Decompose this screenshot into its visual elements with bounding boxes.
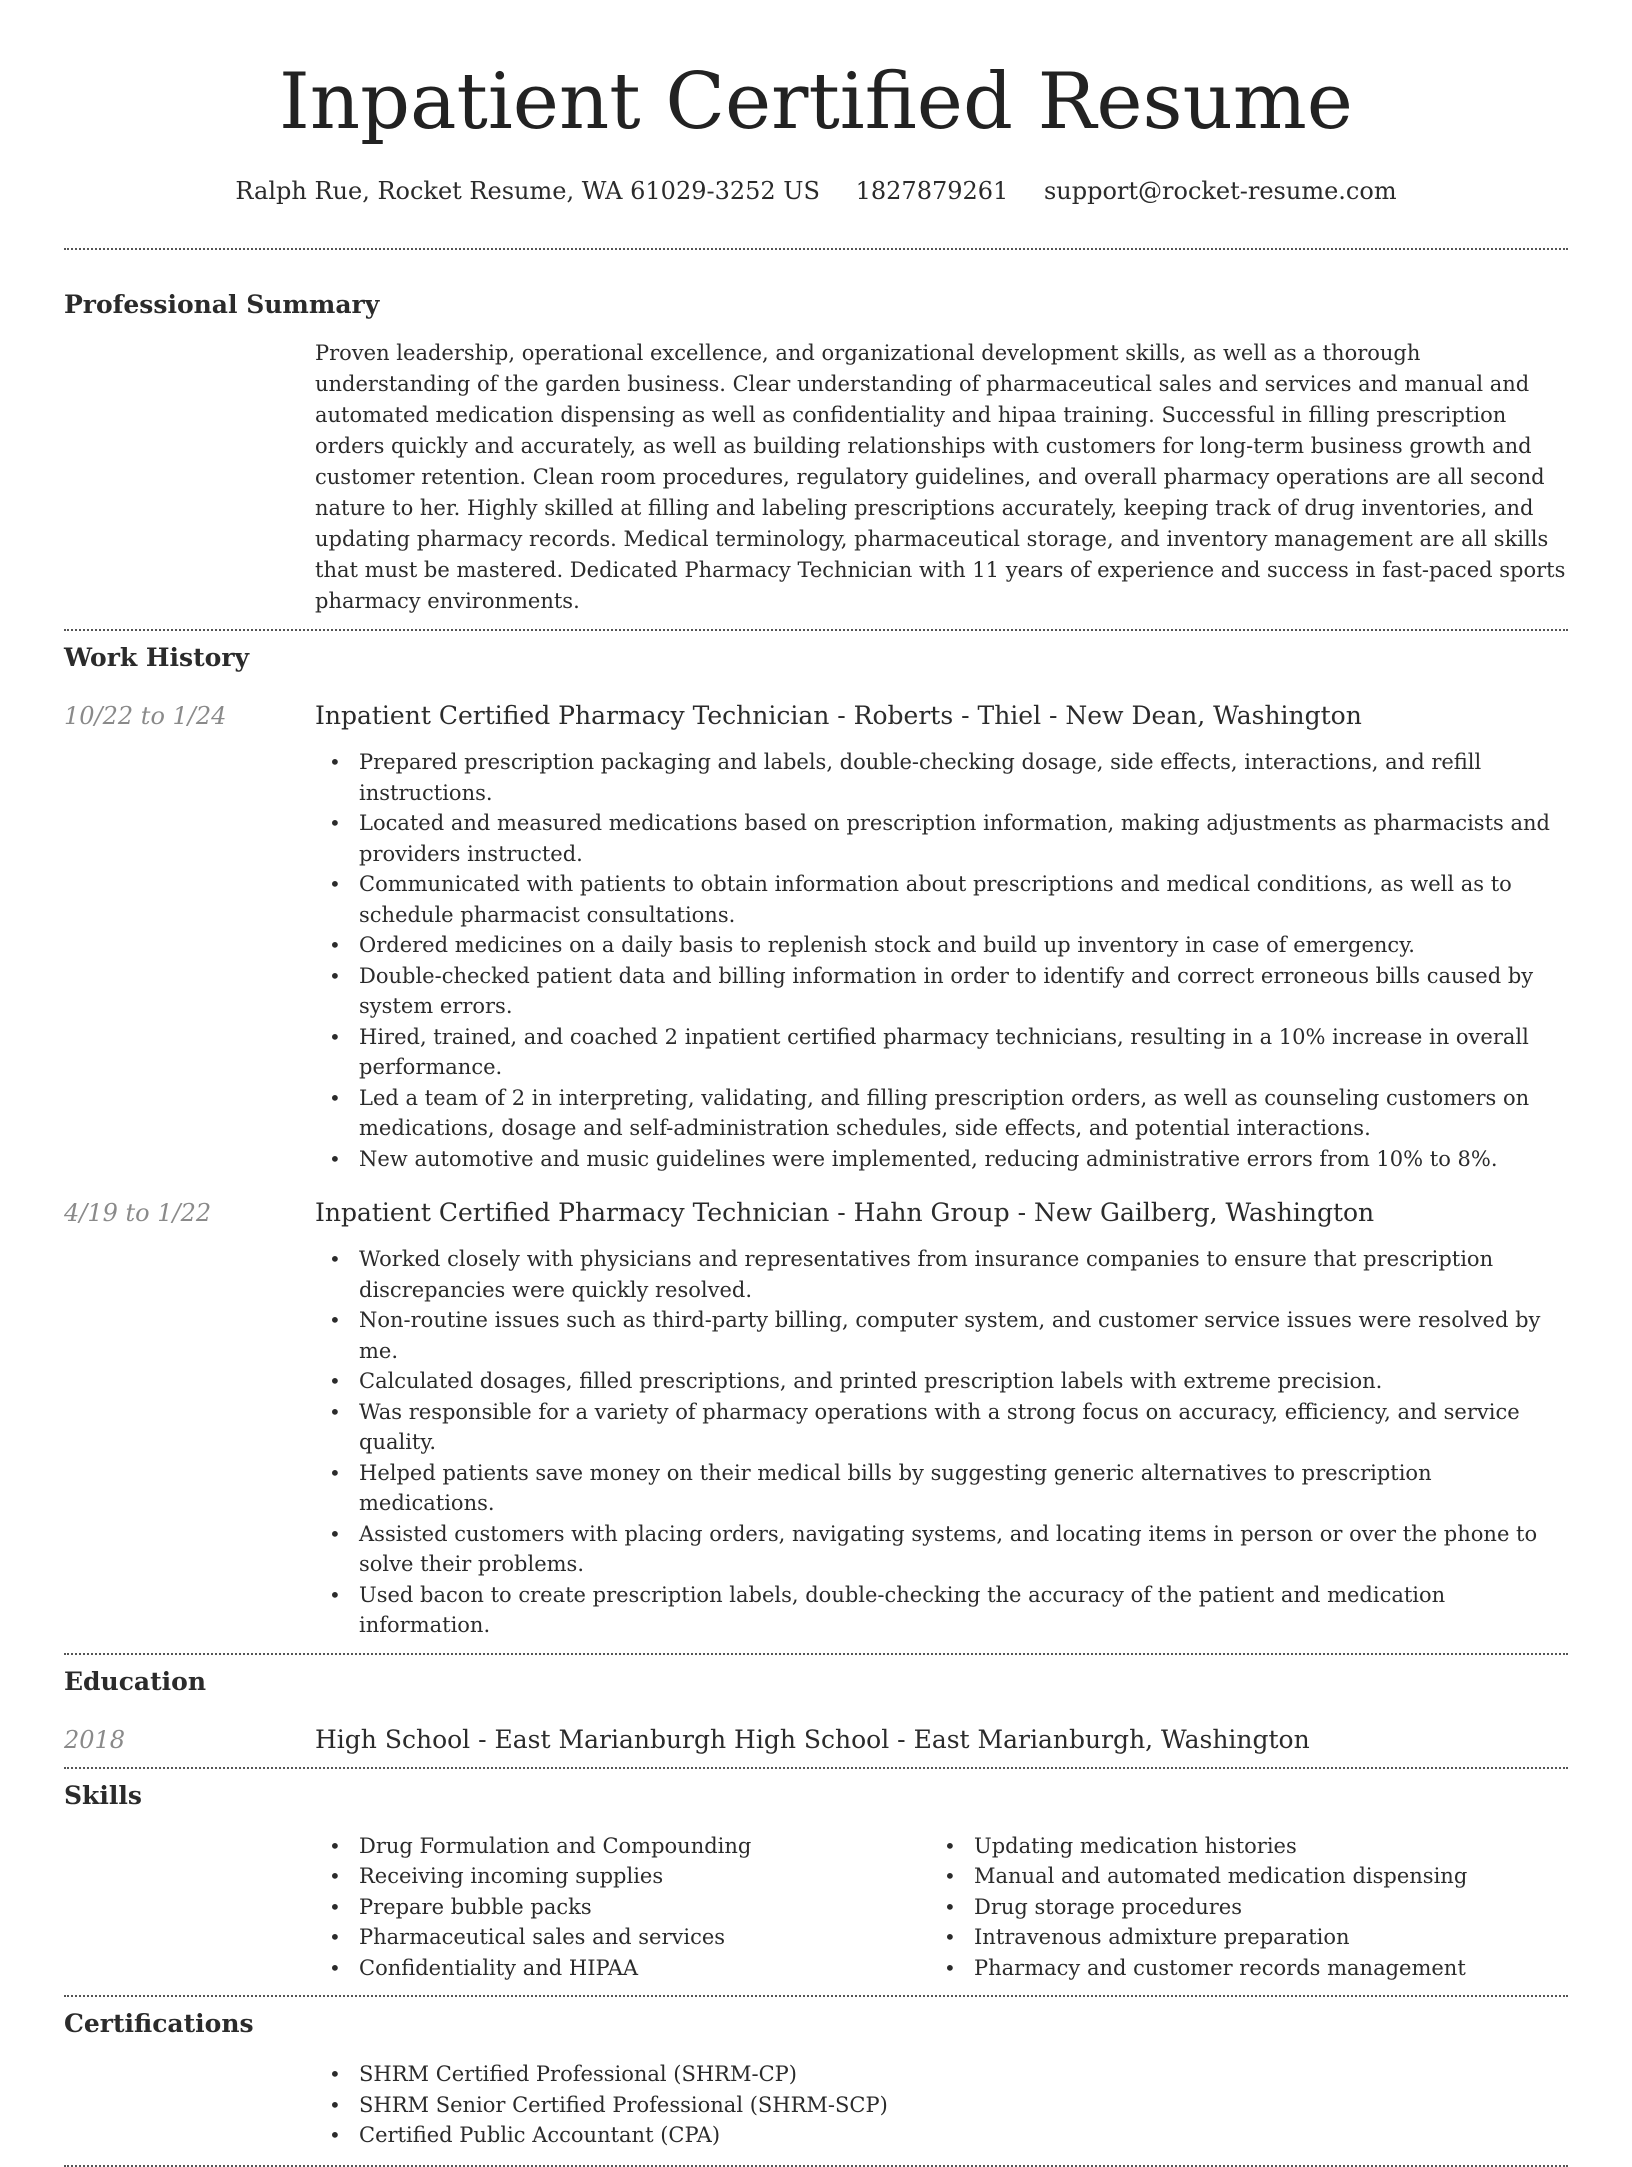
education-section — [64, 1665, 1568, 1757]
list-item: • Was responsible for a variety of pharmacy operations with a strong focus on accuracy, efficiency, and service quality. — [315, 1397, 1568, 1458]
list-item: • Double-checked patient data and billing information in order to identify and correct erroneous bills caused by system errors. — [315, 961, 1568, 1022]
contact-address: Ralph Rue, Rocket Resume, WA 61029-3252 US — [235, 177, 820, 205]
contact-phone: 1827879261 — [855, 177, 1009, 205]
certification-item: • Certified Public Accountant (CPA) — [315, 2120, 1568, 2151]
resume-title: Inpatient Certified Resume — [279, 57, 1353, 147]
job-date: 10/22 to 1/24 — [64, 702, 227, 730]
list-item: • Calculated dosages, filled prescriptions, and printed prescription labels with extreme precision. — [315, 1366, 1568, 1397]
list-item: • Led a team of 2 in interpreting, validating, and filling prescription orders, as well as counseling customers on medications, dosage and self-administration schedules, side effects, and potential interactions. — [315, 1083, 1568, 1144]
job-date: 4/19 to 1/22 — [64, 1199, 212, 1227]
section-heading-work: Work History — [64, 643, 250, 672]
list-item: • Hired, trained, and coached 2 inpatient certified pharmacy technicians, resulting in a 10% increase in overall performance. — [315, 1022, 1568, 1083]
skill-item: • Updating medication histories — [930, 1831, 1545, 1862]
list-item: • Assisted customers with placing orders, navigating systems, and locating items in person or over the phone to solve their problems. — [315, 1519, 1568, 1580]
divider — [64, 2165, 1568, 2167]
list-item: • Located and measured medications based on prescription information, making adjustments as pharmacists and providers instructed. — [315, 808, 1568, 869]
list-item: • Worked closely with physicians and representatives from insurance companies to ensure that prescription discrepancies were quickly resolved. — [315, 1244, 1568, 1305]
education-title: High School - East Marianburgh High School - East Marianburgh, Washington — [315, 1724, 1310, 1754]
section-heading-education: Education — [64, 1666, 207, 1696]
divider — [64, 248, 1568, 250]
skill-item: • Pharmaceutical sales and services — [315, 1922, 930, 1953]
section-heading-summary: Professional Summary — [64, 290, 380, 319]
skills-column-1 — [315, 1831, 930, 1984]
list-item: • Used bacon to create prescription labels, double-checking the accuracy of the patient and medication information. — [315, 1580, 1568, 1641]
certifications-section — [64, 2007, 1568, 2151]
certification-item: • SHRM Certified Professional (SHRM-CP) — [315, 2059, 1568, 2090]
skill-item: • Receiving incoming supplies — [315, 1861, 930, 1892]
skill-item: • Intravenous admixture preparation — [930, 1922, 1545, 1953]
divider — [64, 629, 1568, 631]
skill-item: • Pharmacy and customer records management — [930, 1953, 1545, 1984]
list-item: • Non-routine issues such as third-party billing, computer system, and customer service issues were resolved by me. — [315, 1305, 1568, 1366]
job-title: Inpatient Certified Pharmacy Technician - Roberts - Thiel - New Dean, Washington — [315, 701, 1362, 730]
contact-line — [64, 174, 1568, 208]
summary-text: Proven leadership, operational excellence, and organizational development skills, as well as a thorough understanding of the garden business. Clear understanding of pharmaceutical sales and services and manual and automated medication dispensing as well as confidentiality and hipaa training. Successful in filling prescription orders quickly and accurately, as well as building relationships with customers for long-term business growth and customer retention. Clean room procedures, regulatory guidelines, and overall pharmacy operations are all second nature to her. Highly skilled at filling and labeling prescriptions accurately, keeping track of drug inventories, and updating pharmacy records. Medical terminology, pharmaceutical storage, and inventory management are all skills that must be mastered. Dedicated Pharmacy Technician with 11 years of experience and success in fast-paced sports pharmacy environments. — [315, 341, 1566, 613]
job-bullets — [315, 1244, 1568, 1641]
job-entry — [64, 699, 1568, 1174]
section-heading-certifications: Certifications — [64, 2009, 254, 2038]
section-heading-skills: Skills — [64, 1780, 142, 1810]
job-title: Inpatient Certified Pharmacy Technician - Hahn Group - New Gailberg, Washington — [315, 1198, 1375, 1227]
list-item: • New automotive and music guidelines were implemented, reducing administrative errors from 10% to 8%. — [315, 1144, 1568, 1175]
skill-item: • Drug Formulation and Compounding — [315, 1831, 930, 1862]
work-history-section — [64, 641, 1568, 1641]
list-item: • Prepared prescription packaging and labels, double-checking dosage, side effects, interactions, and refill instructions. — [315, 747, 1568, 808]
skills-section — [64, 1779, 1568, 1984]
certifications-list — [315, 2059, 1568, 2151]
list-item: • Ordered medicines on a daily basis to replenish stock and build up inventory in case of emergency. — [315, 930, 1568, 961]
skills-column-2 — [930, 1831, 1545, 1984]
contact-email: support@rocket-resume.com — [1043, 177, 1397, 205]
skill-item: • Manual and automated medication dispensing — [930, 1861, 1545, 1892]
education-entry — [64, 1723, 1568, 1757]
job-bullets — [315, 747, 1568, 1174]
certification-item: • SHRM Senior Certified Professional (SHRM-SCP) — [315, 2090, 1568, 2121]
divider — [64, 1767, 1568, 1769]
skill-item: • Drug storage procedures — [930, 1892, 1545, 1923]
job-entry — [64, 1196, 1568, 1641]
list-item: • Communicated with patients to obtain information about prescriptions and medical conditions, as well as to schedule pharmacist consultations. — [315, 869, 1568, 930]
divider — [64, 1653, 1568, 1655]
divider — [64, 1995, 1568, 1997]
education-date: 2018 — [64, 1725, 126, 1754]
list-item: • Helped patients save money on their medical bills by suggesting generic alternatives to prescription medications. — [315, 1458, 1568, 1519]
professional-summary-section — [64, 288, 1568, 617]
skill-item: • Prepare bubble packs — [315, 1892, 930, 1923]
skill-item: • Confidentiality and HIPAA — [315, 1953, 930, 1984]
